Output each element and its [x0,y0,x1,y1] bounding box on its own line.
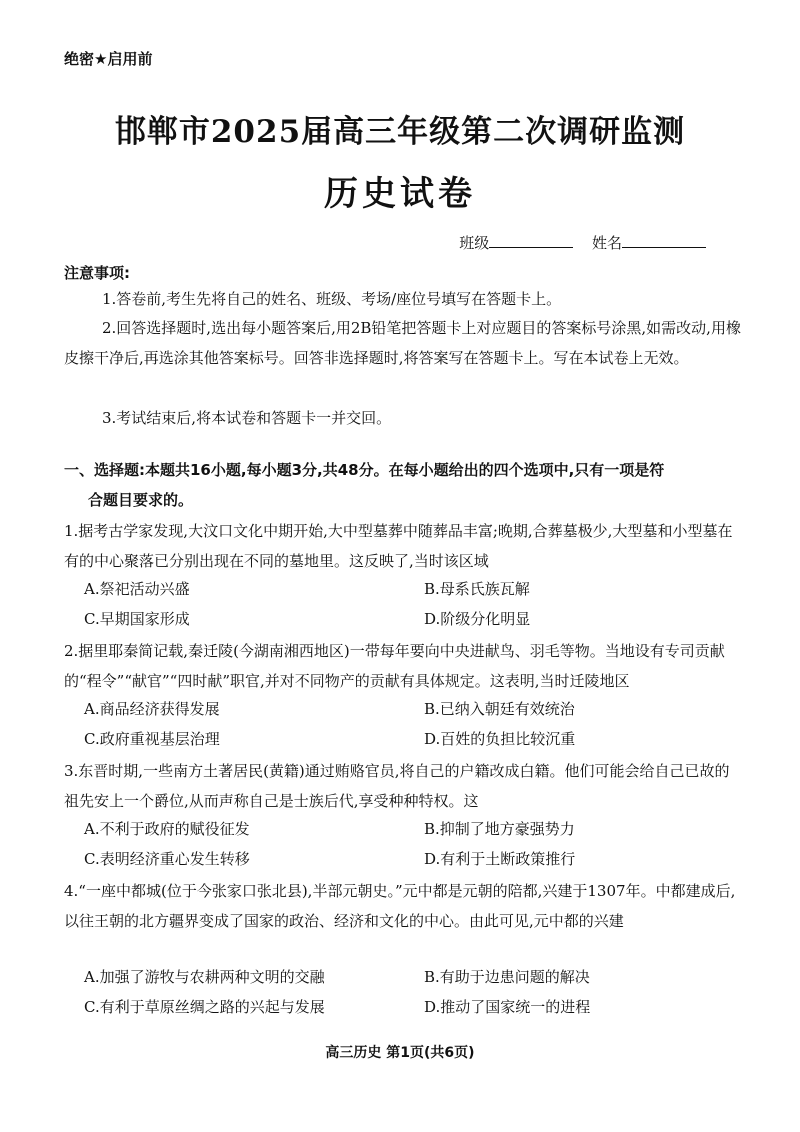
page-footer: 高三历史 第1页(共6页) [325,1045,475,1061]
exam-subject-title: 历史试卷 [324,174,476,214]
confidential-label: 绝密★启用前 [64,50,153,68]
question-3-option-b: B.抑制了地方豪强势力 [424,820,575,838]
question-2-option-c: C.政府重视基层治理 [84,730,220,748]
question-4-option-b: B.有助于边患问题的解决 [424,968,590,986]
question-1-option-b: B.母系氏族瓦解 [424,580,530,598]
question-2-option-a: A.商品经济获得发展 [84,700,220,718]
question-4-option-c: C.有利于草原丝绸之路的兴起与发展 [84,998,325,1016]
name-blank [622,233,706,248]
question-3-stem: 3.东晋时期,一些南方土著居民(黄籍)通过贿赂官员,将自己的户籍改成白籍。他们可能会给自己已故的祖先安上一个爵位,从而声称自己是士族后代,享受种种特权。这 [64,762,730,810]
question-3-option-d: D.有利于土断政策推行 [424,850,576,868]
question-1-stem: 1.据考古学家发现,大汶口文化中期开始,大中型墓葬中随葬品丰富;晚期,合葬墓极少,大型墓和小型墓在有的中心聚落已分别出现在不同的墓地里。这反映了,当时该区域 [64,522,733,570]
student-info-fields [459,232,720,253]
notice-item-1: 1.答卷前,考生先将自己的姓名、班级、考场/座位号填写在答题卡上。 [102,290,562,308]
exam-title: 邯郸市2025届高三年级第二次调研监测 [114,114,686,150]
question-3-option-c: C.表明经济重心发生转移 [84,850,250,868]
class-blank [489,233,573,248]
section-heading-line2: 合题目要求的。 [88,491,194,509]
notice-item-2: 2.回答选择题时,选出每小题答案后,用2B铅笔把答题卡上对应题目的答案标号涂黑,如需改动,用橡皮擦干净后,再选涂其他答案标号。回答非选择题时,将答案写在答题卡上。写在本试卷上无效。 [64,319,741,367]
question-1-option-c: C.早期国家形成 [84,610,190,628]
question-1-option-d: D.阶级分化明显 [424,610,531,628]
question-3-option-a: A.不利于政府的赋役征发 [84,820,250,838]
question-4-option-d: D.推动了国家统一的进程 [424,998,591,1016]
class-label: 班级 [459,234,490,252]
question-4-option-a: A.加强了游牧与农耕两种文明的交融 [84,968,325,986]
question-2-stem: 2.据里耶秦简记载,秦迁陵(今湖南湘西地区)一带每年要向中央进献鸟、羽毛等物。当地设有专司贡献的“程令”“献官”“四时献”职官,并对不同物产的贡献有具体规定。这表明,当时迁陵地区 [64,642,725,690]
name-label: 姓名 [591,234,622,252]
question-2-option-d: D.百姓的负担比较沉重 [424,730,576,748]
question-1-option-a: A.祭祀活动兴盛 [84,580,190,598]
notice-heading: 注意事项: [64,264,130,282]
section-heading-line1: 一、选择题:本题共16小题,每小题3分,共48分。在每小题给出的四个选项中,只有一项是符 [64,461,665,479]
notice-item-3: 3.考试结束后,将本试卷和答题卡一并交回。 [102,409,392,427]
question-2-option-b: B.已纳入朝廷有效统治 [424,700,575,718]
question-4-stem: 4.“一座中都城(位于今张家口张北县),半部元朝史。”元中都是元朝的陪都,兴建于1307年。中都建成后,以往王朝的北方疆界变成了国家的政治、经济和文化的中心。由此可见,元中都的兴建 [64,882,736,930]
section-heading [64,455,744,515]
